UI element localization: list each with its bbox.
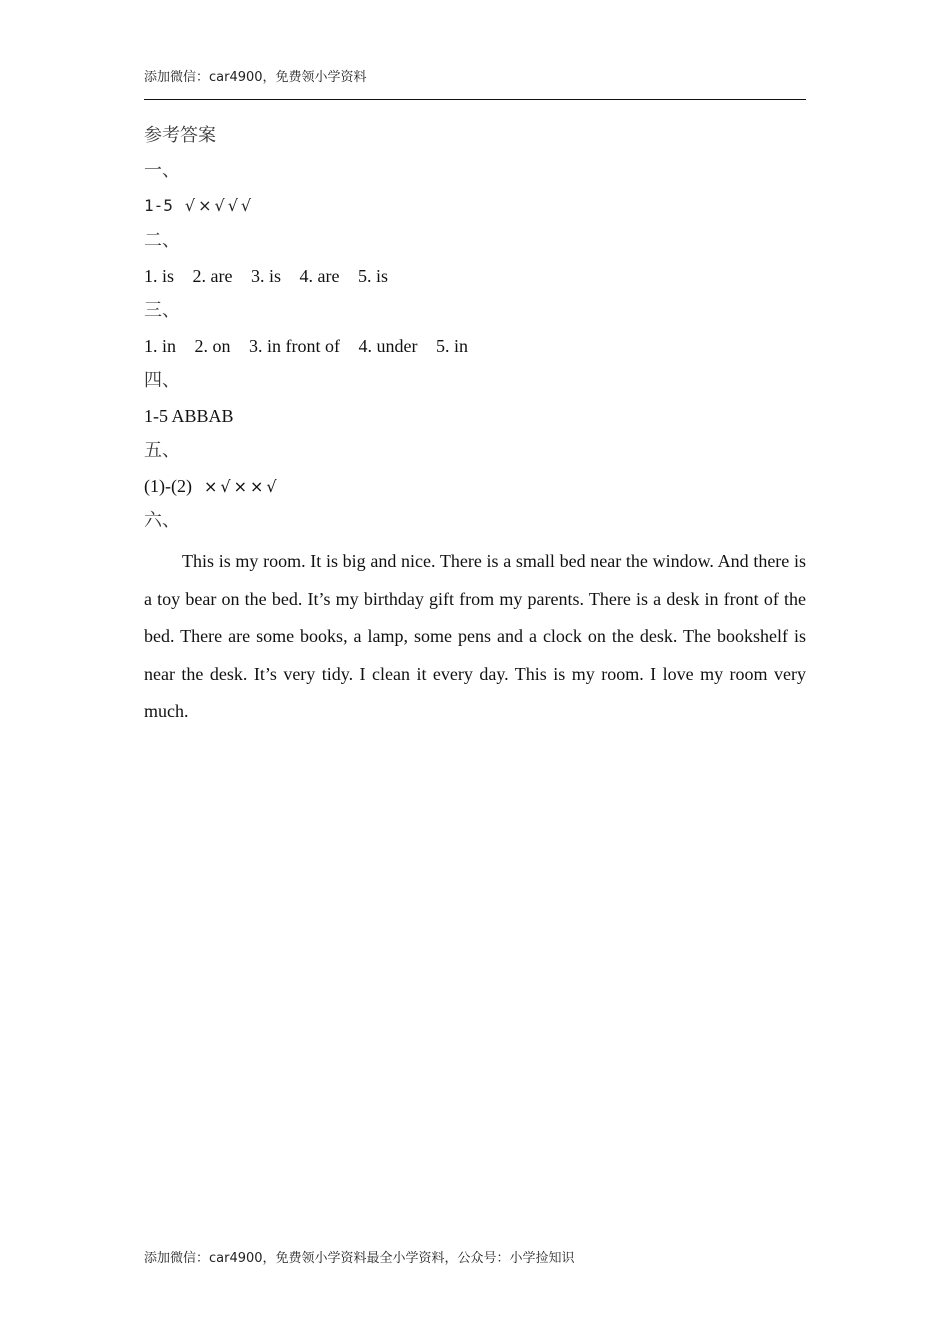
section-3-answer-2: 2. on [194,336,231,356]
section-6-essay: This is my room. It is big and nice. There is a small bed near the window. And there is a toy bear on the bed. It’s my birthday gift from my parents. There is a desk in front of the bed. There are some books, a lamp, some pens and a clock on the desk. The bookshelf is near the desk. It’s very tidy. I clean it every day. This is my room. I love my room very much. [144,551,806,721]
section-5-answers [144,471,806,506]
section-3-answer-5: 5. in [435,336,468,356]
document-title: 参考答案 [144,125,216,146]
page-footer: 添加微信：car4900，免费领小学资料最全小学资料，公众号：小学捡知识 [144,1251,575,1266]
section-4-answers: 1-5 ABBAB [144,406,234,426]
section-2-answer-5: 5. is [358,266,389,286]
section-6-heading: 六、 [144,510,180,531]
answer-key-body [144,121,806,731]
section-2-heading: 二、 [144,230,180,251]
page-header: 添加微信：car4900，免费领小学资料 [144,70,367,85]
section-2-answers [144,261,806,296]
section-3-heading: 三、 [144,300,180,321]
section-3-answer-3: 3. in front of [249,336,340,356]
section-1-answers [144,191,806,226]
header-divider [144,99,806,100]
section-4-heading: 四、 [144,370,180,391]
section-1-heading: 一、 [144,160,180,181]
section-2-answer-2: 2. are [192,266,233,286]
section-5-marks: ×√××√ [203,477,280,496]
section-5-range: (1)-(2) [144,476,192,496]
section-2-answer-3: 3. is [251,266,282,286]
section-1-marks: √×√√√ [184,196,255,215]
section-2-answer-1: 1. is [144,266,175,286]
section-5-heading: 五、 [144,440,180,461]
section-1-range: 1-5 [144,196,173,215]
section-2-answer-4: 4. are [299,266,340,286]
section-3-answers [144,331,806,366]
section-3-answer-4: 4. under [358,336,418,356]
section-3-answer-1: 1. in [144,336,177,356]
